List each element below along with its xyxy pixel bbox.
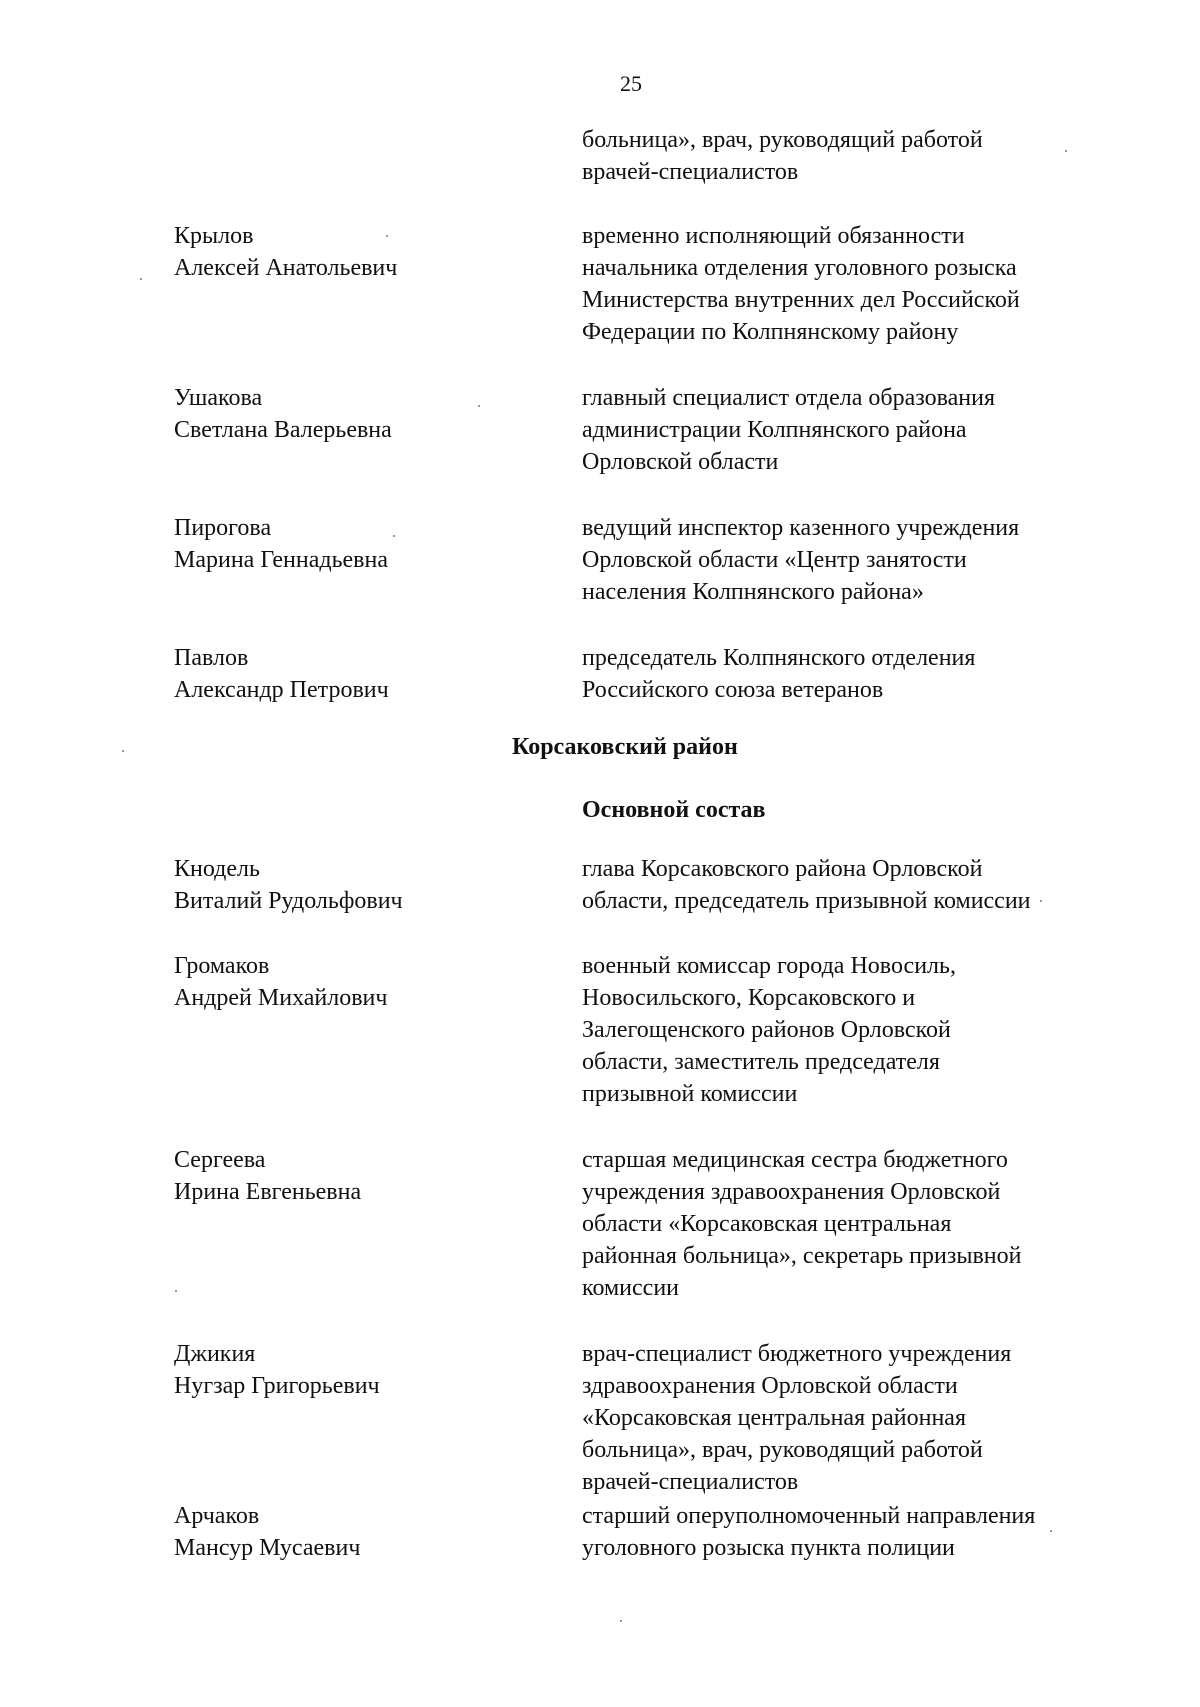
member-given-names: Марина Геннадьевна	[174, 547, 389, 573]
role-line: Федерации по Колпнянскому району	[582, 319, 959, 345]
scan-speck	[620, 1620, 622, 1622]
member-role	[582, 1500, 1142, 1564]
member-name	[174, 1338, 554, 1402]
member-role	[582, 220, 1142, 348]
member-surname: Арчаков	[174, 1503, 260, 1529]
role-line: призывной комиссии	[582, 1081, 798, 1107]
section-heading: Основной состав	[582, 797, 766, 823]
member-surname: Джикия	[174, 1341, 256, 1367]
member-name	[174, 950, 554, 1014]
role-line: учреждения здравоохранения Орловской	[582, 1179, 1001, 1205]
member-name	[174, 1500, 554, 1564]
member-name	[174, 512, 554, 576]
role-line: больница», врач, руководящий работой	[582, 1437, 983, 1463]
scan-speck	[478, 405, 480, 407]
member-given-names: Ирина Евгеньевна	[174, 1179, 362, 1205]
role-line: Российского союза ветеранов	[582, 677, 884, 703]
member-name	[174, 853, 554, 917]
role-line: Залегощенского районов Орловской	[582, 1017, 951, 1043]
scan-speck	[1065, 150, 1067, 152]
scan-speck	[175, 1290, 177, 1292]
member-given-names: Нугзар Григорьевич	[174, 1373, 380, 1399]
member-given-names: Андрей Михайлович	[174, 985, 388, 1011]
role-line: Орловской области	[582, 449, 779, 475]
member-surname: Сергеева	[174, 1147, 266, 1173]
member-name	[174, 382, 554, 446]
role-line: временно исполняющий обязанности	[582, 223, 965, 249]
role-line: больница», врач, руководящий работой	[582, 127, 983, 153]
member-role	[582, 950, 1142, 1110]
member-surname: Кнодель	[174, 856, 260, 882]
scan-speck	[1040, 900, 1042, 902]
member-surname: Павлов	[174, 645, 249, 671]
member-surname: Пирогова	[174, 515, 272, 541]
member-given-names: Алексей Анатольевич	[174, 255, 398, 281]
role-line: ведущий инспектор казенного учреждения	[582, 515, 1020, 541]
role-line: старшая медицинская сестра бюджетного	[582, 1147, 1008, 1173]
member-name	[174, 220, 554, 284]
role-line: военный комиссар города Новосиль,	[582, 953, 956, 979]
role-line: комиссии	[582, 1275, 680, 1301]
member-name	[174, 1144, 554, 1208]
role-line: врачей-специалистов	[582, 159, 799, 185]
role-line: Новосильского, Корсаковского и	[582, 985, 916, 1011]
scan-speck	[140, 278, 142, 280]
member-surname: Ушакова	[174, 385, 263, 411]
district-heading: Корсаковский район	[512, 734, 738, 760]
role-line: главный специалист отдела образования	[582, 385, 996, 411]
role-line: врач-специалист бюджетного учреждения	[582, 1341, 1012, 1367]
member-given-names: Светлана Валерьевна	[174, 417, 392, 443]
role-line: глава Корсаковского района Орловской	[582, 856, 983, 882]
role-line: председатель Колпнянского отделения	[582, 645, 976, 671]
member-given-names: Мансур Мусаевич	[174, 1535, 361, 1561]
scan-speck	[1050, 1530, 1052, 1532]
role-line: здравоохранения Орловской области	[582, 1373, 958, 1399]
role-line: области, председатель призывной комиссии	[582, 888, 1031, 914]
scan-speck	[122, 750, 124, 752]
member-surname: Громаков	[174, 953, 270, 979]
role-line: области «Корсаковская центральная	[582, 1211, 952, 1237]
entry-role	[582, 124, 1142, 188]
member-role	[582, 853, 1142, 917]
member-role	[582, 642, 1142, 706]
member-name	[174, 642, 554, 706]
role-line: районная больница», секретарь призывной	[582, 1243, 1022, 1269]
scan-speck	[386, 235, 388, 237]
member-role	[582, 382, 1142, 478]
role-line: администрации Колпнянского района	[582, 417, 967, 443]
role-line: области, заместитель председателя	[582, 1049, 940, 1075]
role-line: начальника отделения уголовного розыска	[582, 255, 1017, 281]
role-line: врачей-специалистов	[582, 1469, 799, 1495]
member-surname: Крылов	[174, 223, 254, 249]
member-role	[582, 512, 1142, 608]
role-line: Орловской области «Центр занятости	[582, 547, 967, 573]
page-number: 25	[620, 71, 642, 96]
scan-speck	[393, 535, 395, 537]
role-line: «Корсаковская центральная районная	[582, 1405, 966, 1431]
role-line: населения Колпнянского района»	[582, 579, 924, 605]
member-given-names: Виталий Рудольфович	[174, 888, 403, 914]
member-given-names: Александр Петрович	[174, 677, 389, 703]
role-line: старший оперуполномоченный направления	[582, 1503, 1036, 1529]
role-line: Министерства внутренних дел Российской	[582, 287, 1020, 313]
member-role	[582, 1144, 1142, 1304]
role-line: уголовного розыска пункта полиции	[582, 1535, 955, 1561]
member-role	[582, 1338, 1142, 1498]
